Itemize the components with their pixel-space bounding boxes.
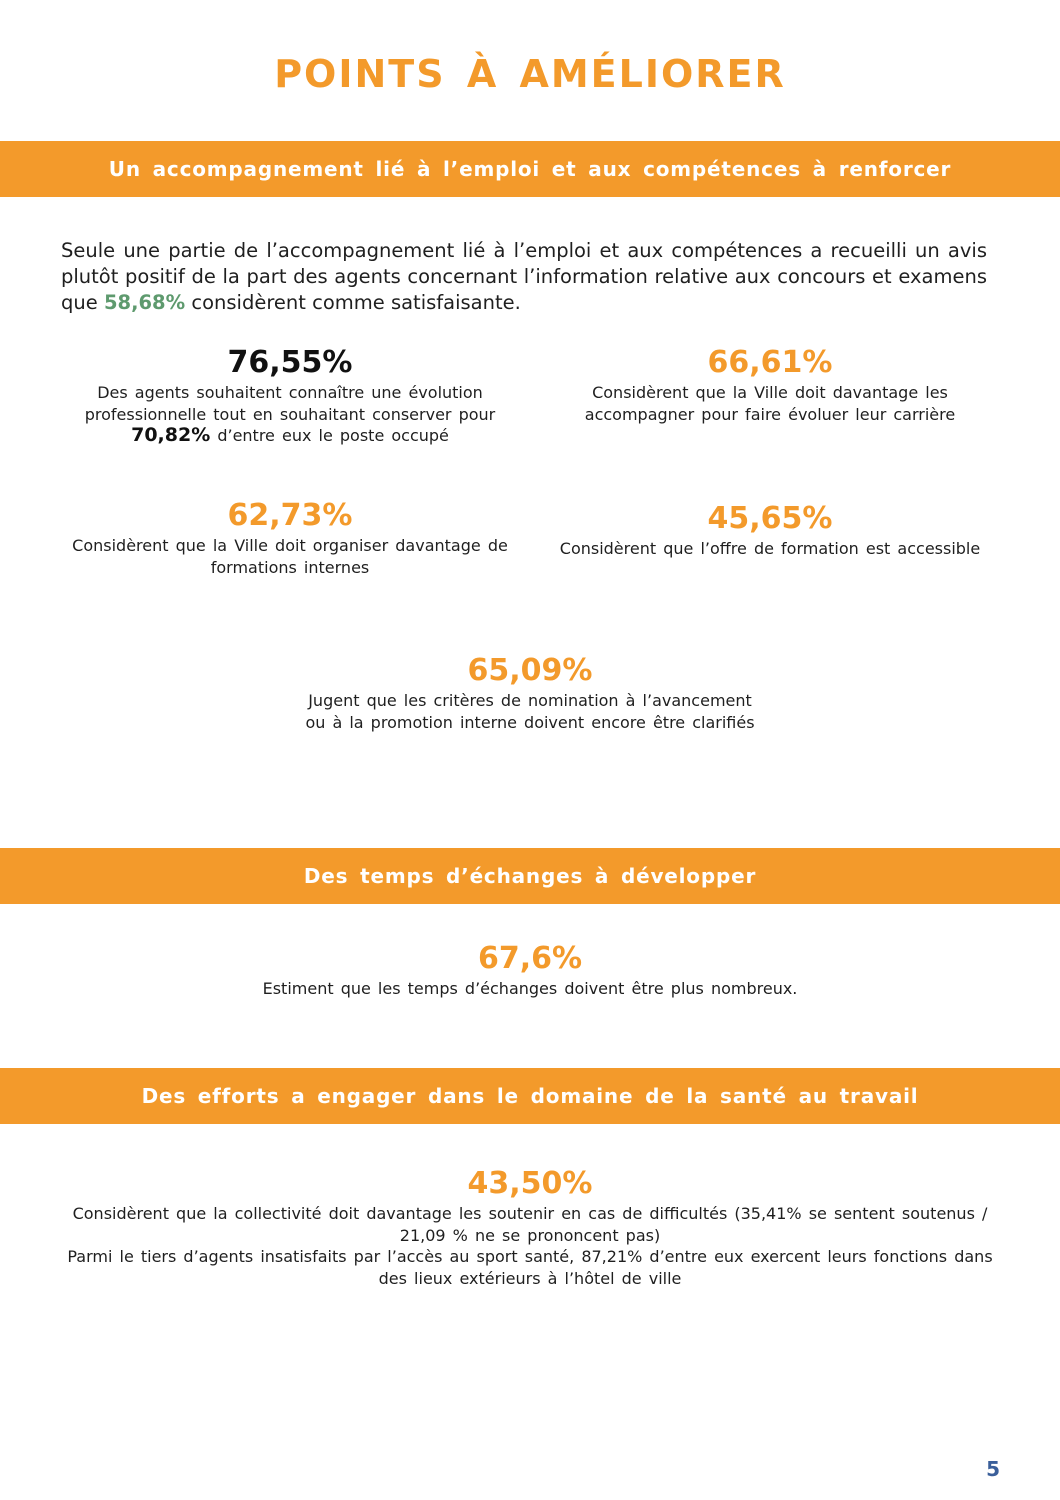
stat-accompagnement-carriere [540, 344, 1000, 425]
stat-value: 76,55% [227, 345, 353, 380]
stat-value: 45,65% [707, 501, 833, 536]
stat-desc-after: d’entre eux le poste occupé [210, 426, 449, 445]
stat-description: Jugent que les critères de nomination à l’avancement ou à la promotion interne doivent encore être clarifiés [305, 691, 755, 732]
stat-evolution-professionnelle [60, 344, 520, 447]
stat-soutien-difficultes [50, 1165, 1010, 1289]
section-heading-echanges: Des temps d’échanges à développer [0, 848, 1060, 904]
stat-description-line-2: Parmi le tiers d’agents insatisfaits par l’accès au sport santé, 87,21% d’entre eux exercent leurs fonctions dans des lieux extérieurs à l’hôtel de ville [67, 1247, 993, 1288]
stat-value: 43,50% [467, 1166, 593, 1201]
stat-description-line-1: Considèrent que la collectivité doit davantage les soutenir en cas de difficultés (35,41% se sentent soutenus / 21,09 % ne se prononcent pas) [72, 1204, 988, 1245]
intro-text-before: Seule une partie de l’accompagnement lié à l’emploi et aux compétences a recueilli un avis plutôt positif de la part des agents concernant l’information relative aux concours et examens que [61, 238, 987, 314]
page-number: 5 [986, 1457, 1000, 1481]
stat-description: Considèrent que la Ville doit davantage les accompagner pour faire évoluer leur carrière [584, 383, 956, 424]
intro-text-after: considèrent comme satisfaisante. [185, 290, 521, 314]
stat-value: 66,61% [707, 345, 833, 380]
stat-formations-internes [60, 497, 520, 578]
stat-description: Considèrent que la Ville doit organiser davantage de formations internes [72, 536, 508, 577]
stat-desc-before: Des agents souhaitent connaître une évolution professionnelle tout en souhaitant conserver pour [84, 383, 496, 424]
page-title: POINTS À AMÉLIORER [274, 52, 786, 96]
intro-highlight: 58,68% [103, 290, 186, 314]
stat-desc-bold: 70,82% [131, 424, 211, 446]
stat-description: Estiment que les temps d’échanges doivent être plus nombreux. [262, 979, 798, 998]
stat-offre-formation [540, 500, 1000, 560]
stat-temps-echanges [130, 940, 930, 1000]
stat-criteres-nomination [300, 652, 760, 733]
intro-paragraph [61, 238, 987, 316]
stat-description [60, 382, 520, 447]
section-heading-sante: Des efforts a engager dans le domaine de la santé au travail [0, 1068, 1060, 1124]
stat-value: 65,09% [467, 653, 593, 688]
stat-value: 67,6% [477, 941, 583, 976]
stat-value: 62,73% [227, 498, 353, 533]
stat-description: Considèrent que l’offre de formation est accessible [559, 539, 981, 558]
section-heading-emploi: Un accompagnement lié à l’emploi et aux compétences à renforcer [0, 141, 1060, 197]
